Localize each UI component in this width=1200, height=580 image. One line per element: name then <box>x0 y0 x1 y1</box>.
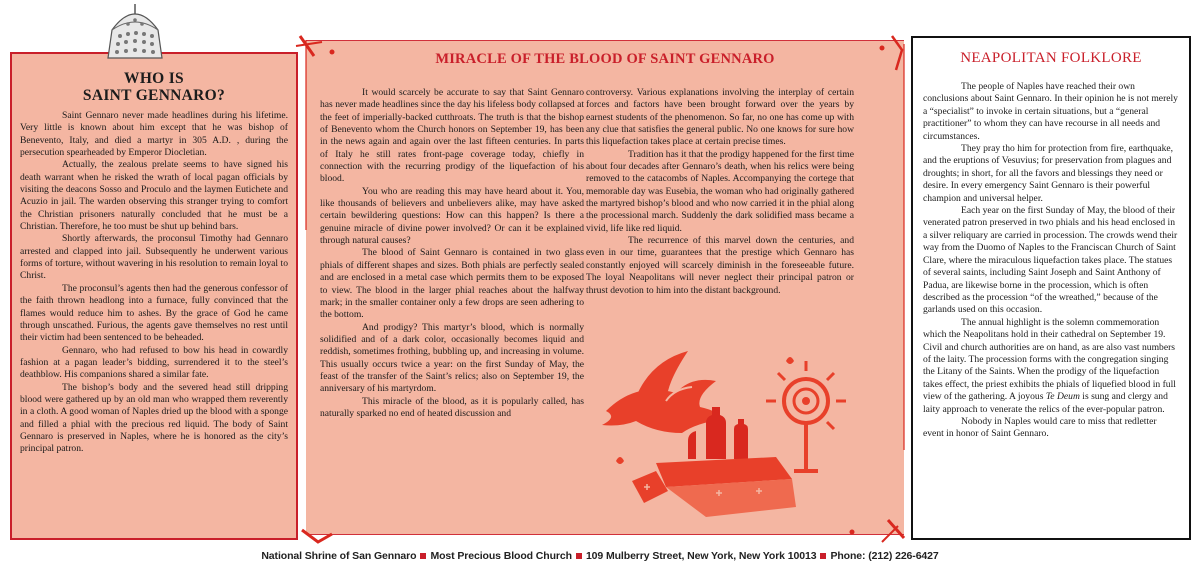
decorative-brush-strokes <box>292 30 912 550</box>
title-line-2: SAINT GENNARO? <box>82 87 226 104</box>
paragraph: Gennaro, who had refused to bow his head in cowardly fashion at a pagan leader’s bidding, surrendered it to the steel’s deathblow. His companions shared a similar fate. <box>20 344 288 381</box>
paragraph: Saint Gennaro never made headlines during his lifetime. Very little is known about him except that he was bishop of Benevento, Italy, and died a martyr in 305 A.D. , during the persecution spearheaded by Emperor Diocletian. <box>20 110 288 159</box>
folklore-body <box>923 81 1179 441</box>
paragraph: Tradition has it that the prodigy happened for the first time about four decades after Gennaro’s death, when his relics were being removed to the catacombs of Naples. Accompanying the cortege that memorable day was Eusebia, the woman who had originally gathered the martyred bishop’s blood and who now carried it in the phial along the processional march. Suddenly the dark solidified mass became a vivid, life like red liquid. <box>586 148 854 234</box>
red-square-bullet-icon <box>576 553 582 559</box>
who-is-saint-gennaro-panel <box>10 52 298 540</box>
paragraph: It would scarcely be accurate to say that Saint Gennaro has never made headlines since the day his lifeless body collapsed at the feet of imperially-backed cutthroats. The truth is that the bishop of Benevento whom the Church honors on September 19, has been in the news again and again over the last fifteen centuries. In parts of Italy he still rates front-page coverage today, chiefly in connection with the recurring prodigy of the liquefaction of his blood. <box>320 87 584 185</box>
paragraph: Each year on the first Sunday of May, the blood of their venerated patron preserved in two phials and his head enclosed in a silver reliquary are carried in procession. The crowds wend their way from the Duomo of Naples to the Franciscan Church of Saint Clare, where the miraculous liquefaction takes place. The statues of several saints, including Saint Joseph and Saint Anthony of Padua, are likewise borne in the procession, which is often described as the procession “of the wreathed,” because of the garlands used on this occasion. <box>923 205 1178 316</box>
paragraph-continued: controversy. Various explanations involving the interplay of certain forces and factors have been brought forward over the years by earnest students of the phenomenon. So far, no one has come up with any clue that satisfies the general public. No one knows for sure how this liquefaction takes place at certain precise times. <box>586 87 854 148</box>
paragraph: Shortly afterwards, the proconsul Timothy had Gennaro arrested and clapped into jail. Subsequently he underwent various forms of torture, without wavering in his resolution to remain loyal to Christ. <box>20 233 288 282</box>
red-square-bullet-icon <box>820 553 826 559</box>
footer-shrine-name: National Shrine of San Gennaro <box>261 550 417 562</box>
paragraph: The people of Naples have reached their own conclusions about Saint Gennaro. In their opinion he is not merely a “specialist” to invoke in certain situations, but a “general practitioner” to whom they can have recourse in all needs and circumstances. <box>923 81 1178 142</box>
text-segment: is sung and clergy and laity approach to venerate the relics of the ever-popular patron. <box>923 391 1168 415</box>
footer-address: 109 Mulberry Street, New York, New York 10013 <box>585 550 817 562</box>
bishop-mitre-icon <box>100 4 170 60</box>
footer-church-name: Most Precious Blood Church <box>430 550 572 562</box>
footer-phone: Phone: (212) 226-6427 <box>830 550 939 562</box>
footer-address-line <box>0 550 1200 562</box>
title-line-1: WHO IS <box>124 70 184 87</box>
paragraph: And prodigy? This martyr’s blood, which is normally solidified and of a dark color, occasionally becomes liquid and reddish, sometimes frothing, bubbling up, and increasing in volume. This usually occurs twice a year: on the first Sunday of May, the feast of the transfer of the Saint’s relics; also on September 19, the anniversary of his martyrdom. <box>320 321 584 395</box>
who-is-body <box>20 110 288 456</box>
red-square-bullet-icon <box>420 553 426 559</box>
paragraph: This miracle of the blood, as it is popularly called, has naturally sparked no end of heated discussion and <box>320 395 584 419</box>
who-is-title <box>20 70 288 104</box>
paragraph: The blood of Saint Gennaro is contained in two glass phials of different shapes and sizes. Both phials are perfectly sealed and are enclosed in a metal case which permits them to be exposed to view. The blood in the larger phial reaches about the halfway mark; in the smaller container only a few drops are seen adhering to the bottom. <box>320 247 584 321</box>
folklore-title: NEAPOLITAN FOLKLORE <box>960 50 1142 66</box>
paragraph <box>923 317 1179 416</box>
paragraph: Nobody in Naples would care to miss that redletter event in honor of Saint Gennaro. <box>923 415 1157 440</box>
text-segment: The annual highlight is the solemn commemoration which the Neapolitans hold in their cathedral on September 19. Civil and church authorities are on hand, as are also vast numbers of the laity. The procession forms with the congregation singing the Litany of the Saints. When the prodigy of the liquefaction takes effect, the priest exhibits the phials of liquefied blood in full view of the gathering. A joyous <box>923 316 1176 403</box>
paragraph: The proconsul’s agents then had the generous confessor of the faith thrown headlong into a furnace, fully convinced that the flames would reduce him to ashes. By the grace of God he came through unscathed. Furious, the agents gave themselves no rest until their victim had been sentenced to be beheaded. <box>20 282 288 344</box>
paragraph: You who are reading this may have heard about it. You, like thousands of believers and unbelievers alike, may have asked certain bewildering questions: How can this happen? Is there a genuine miracle of divine power involved? Or can it be explained through natural causes? <box>320 185 584 247</box>
miracle-title: MIRACLE OF THE BLOOD OF SAINT GENNARO <box>435 51 775 67</box>
neapolitan-folklore-panel <box>911 36 1191 540</box>
paragraph: The bishop’s body and the severed head still dripping blood were gathered up by an old man who wrapped them reverently in a cloth. A good woman of Naples dried up the blood with a sponge and filled a phial with the precious red liquid. The body of Saint Gennaro is preserved in Naples, where he is honored as the city’s principal patron. <box>20 381 288 455</box>
te-deum-italic: Te Deum <box>1045 391 1080 403</box>
paragraph: They pray tho him for protection from fire, earthquake, and the eruptions of Vesuvius; for preservation from plagues and droughts; in short, for all the favors and blessings they need or desire. In every emergency Saint Gennaro is their powerful champion and universal helper. <box>923 143 1174 204</box>
paragraph: The recurrence of this marvel down the centuries, and even in our time, guarantees that the prestige which Gennaro has constantly enjoyed will scarcely diminish in the foreseeable future. The loyal Neapolitans will never neglect their principal patron or thrust devotion to him into the distant background. <box>586 235 854 296</box>
paragraph: Actually, the zealous prelate seems to have signed his death warrant when he risked the wrath of local pagan officials by visiting the deacons Sosso and Proculo and the laymen Eutichete and Acuzio in jail. The warden observing this stranger trying to comfort the Christian prisoners naturally concluded that he must be a Christian. Therefore, he too must be shut up behind bars. <box>20 159 288 233</box>
